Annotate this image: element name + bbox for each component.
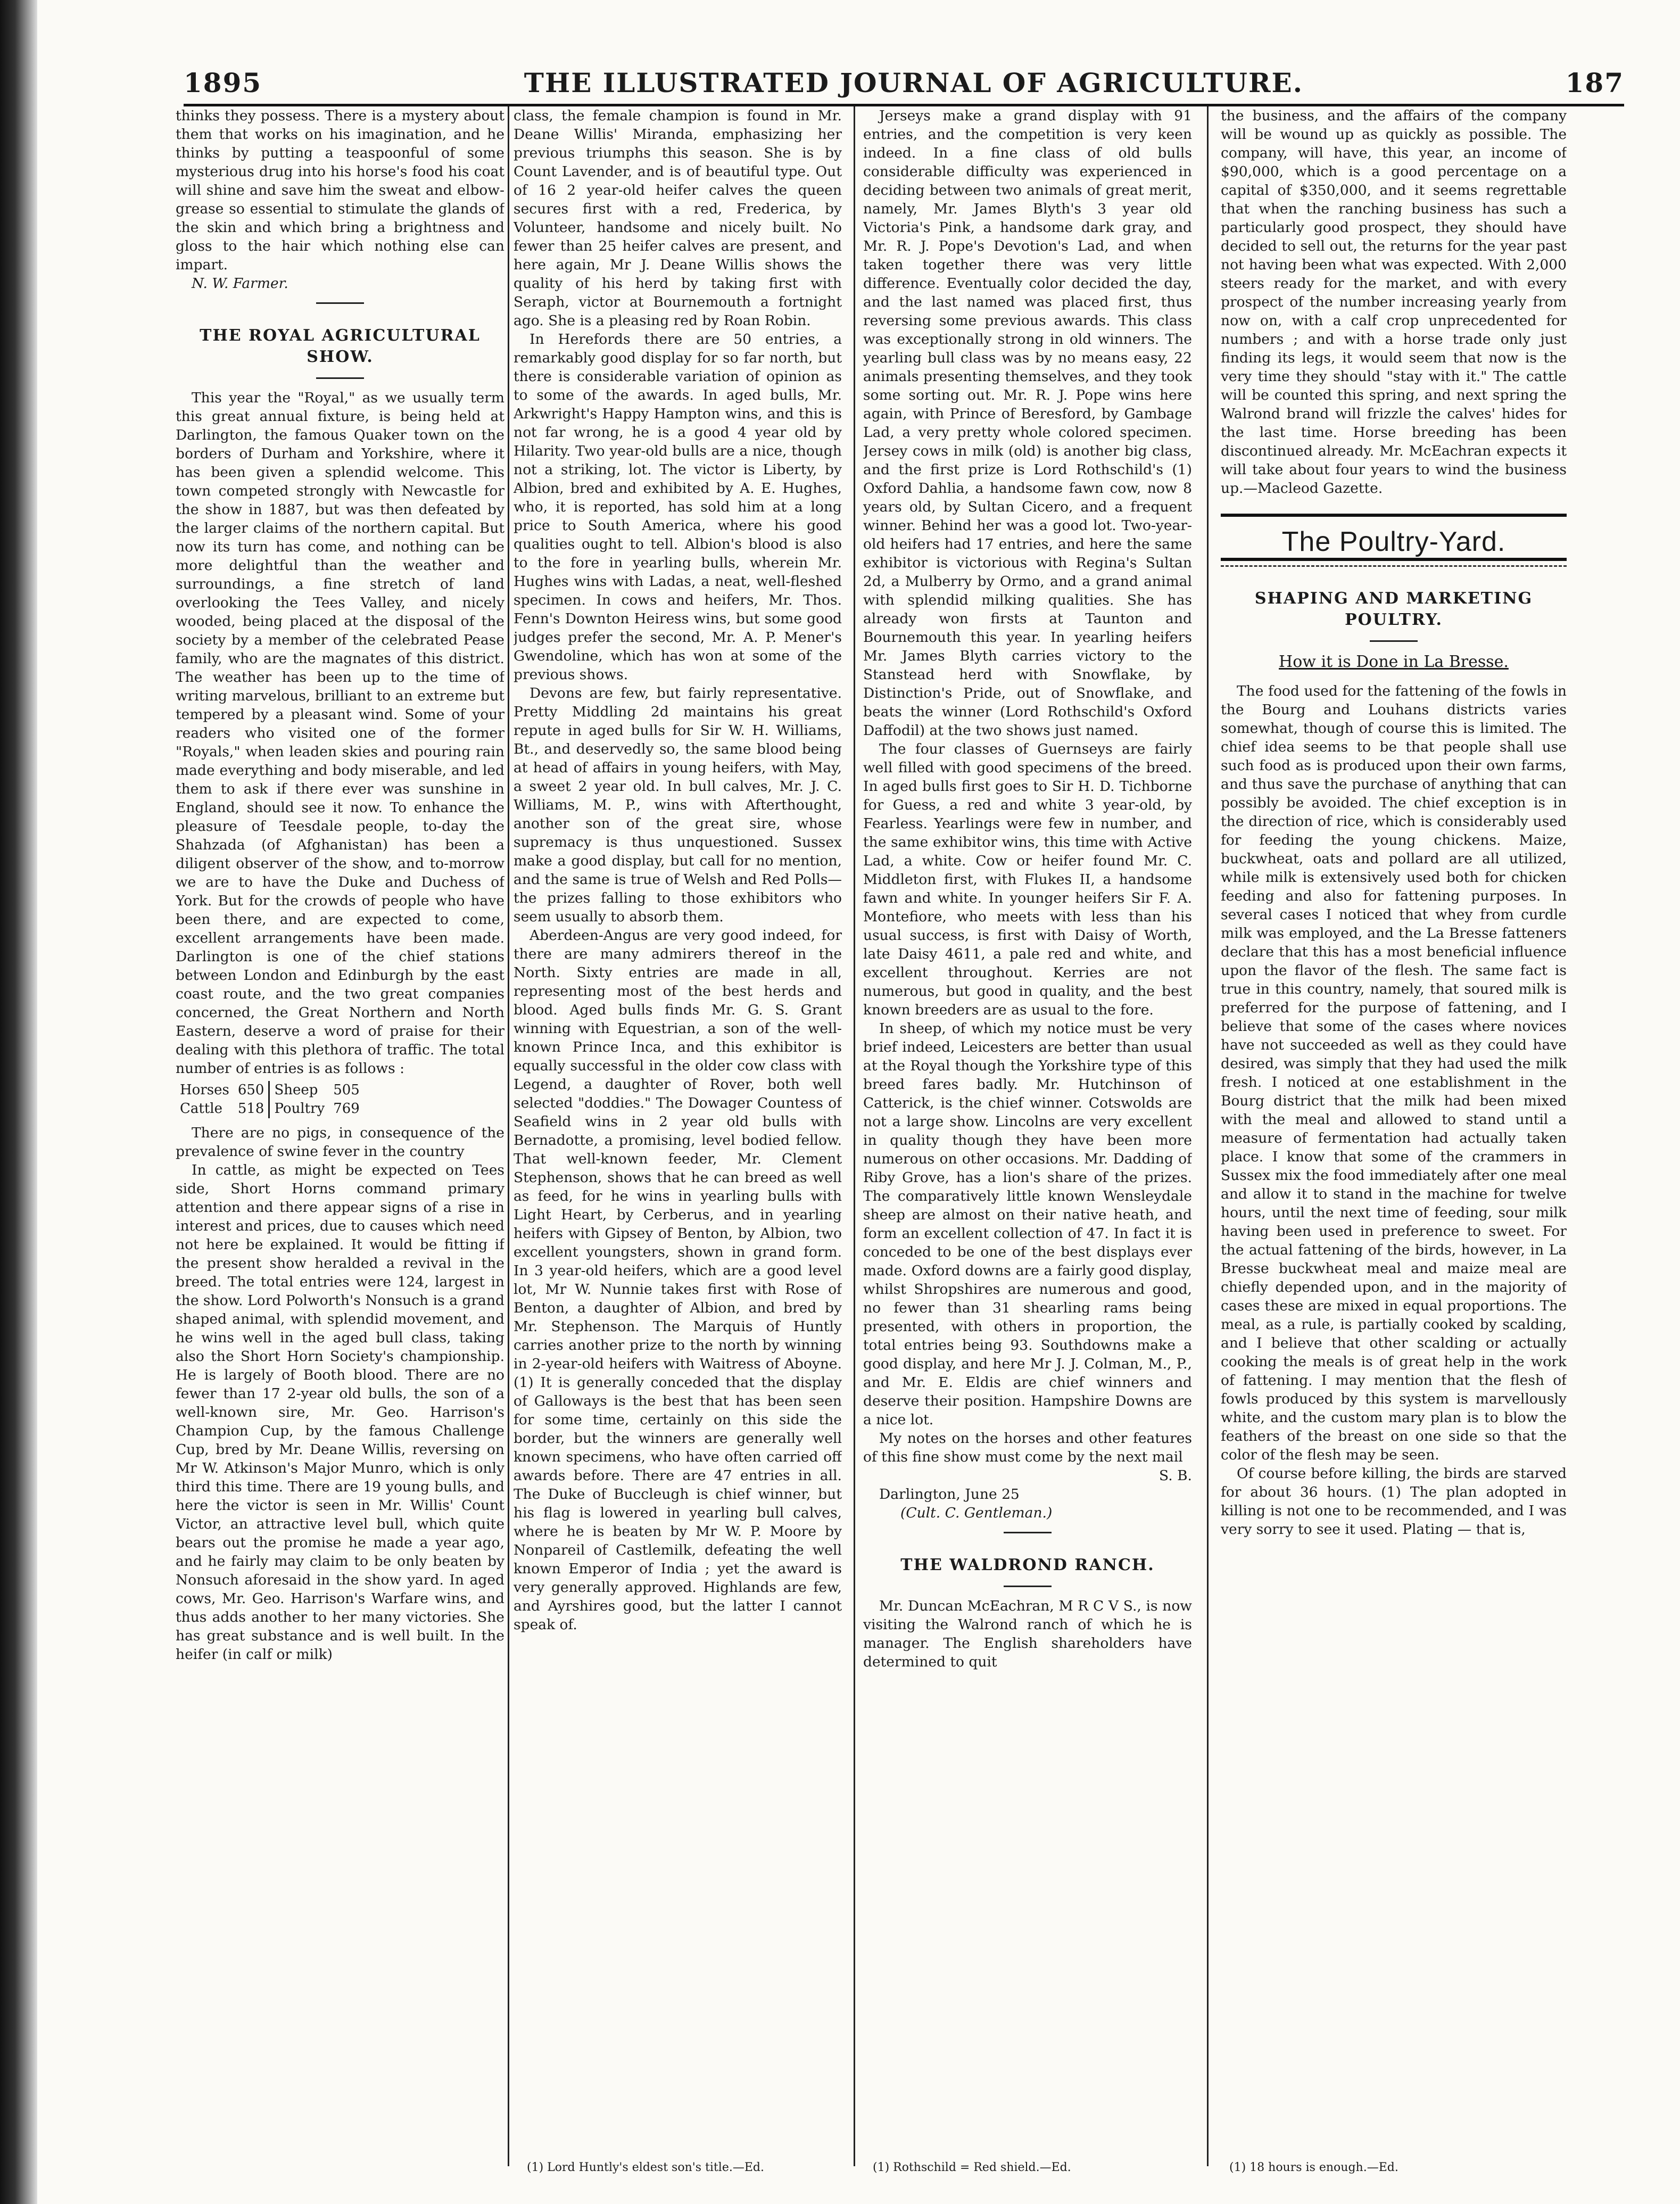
article-paragraph: Aberdeen-Angus are very good indeed, for there are many admirers thereof in the North. Sixty entries are made in all, representing most of the best herds and blood. Aged bulls finds Mr. G. S. Grant winning with Equestrian, a son of the well-known Prince Inca, and this exhibitor is equally successful in the older cow class with Legend, a daughter of Rover, both well selected "doddies." The Dowager Countess of Seafield wins in 2 year old bulls with Bernadotte, a promising, level bodied fellow. That well-known feeder, Mr. Clement Stephenson, shows that he can breed as well as feed, for he wins in yearling bulls with Light Heart, by Cerberus, and in yearling heifers with Gipsey of Benton, by Albion, two excellent youngsters, shown in grand form. In 3 year-old heifers, which are a good level lot, Mr W. Nunnie takes first with Rose of Benton, a daughter of Albion, and bred by Mr. Stephenson. The Marquis of Huntly carries another prize to the north by winning in 2-year-old heifers with Waitress of Aboyne. (1) It is generally conceded that the display of Galloways is the best that has been seen for some time, certainly on this side the border, but the winners are generally well known specimens, who have often carried off awards before. There are 47 entries in all. The Duke of Buccleugh is chief winner, but his flag is lowered in yearling bull calves, where he is beaten by Mr W. P. Moore by Nonpareil of Castlemilk, defeating the well known Emperor of India ; yet the award is very generally approved. Highlands are few, and Ayrshires good, but the latter I cannot speak of.: [514, 927, 842, 1633]
article-heading: THE ROYAL AGRICULTURAL SHOW.: [200, 326, 481, 366]
header-year: 1895: [184, 67, 262, 98]
table-cell: 769: [333, 1101, 360, 1117]
article-paragraph: My notes on the horses and other features of this fine show must come by the next mail: [863, 1430, 1192, 1465]
column-rule: [854, 106, 855, 2166]
table-cell: 650: [237, 1082, 264, 1098]
section-rule: [1221, 558, 1567, 561]
article-paragraph: In sheep, of which my notice must be very brief indeed, Leicesters are better than usual at the Royal though the Yorkshire type of this breed fares badly. Mr. Hutchinson of Catterick, is the chief winner. Cotswolds are not a large show. Lincolns are very excellent in quality though they have been more numerous on other occasions. Mr. Dadding of Riby Grove, has a lion's share of the prizes. The comparatively little known Wensleydale sheep are almost on their native heath, and form an excellent collection of 47. In fact it is conceded to be one of the best displays ever made. Oxford downs are a fairly good display, whilst Shropshires are numerous and good, no fewer than 31 shearling rams being presented, with others in proportion, the total entries being 93. Southdowns make a good display, and here Mr J. J. Colman, M., P., and Mr. E. Eldis are chief winners and deserve their position. Hampshire Downs are a nice lot.: [863, 1020, 1192, 1428]
column-rule: [1207, 106, 1209, 2166]
section-title: The Poultry-Yard.: [1281, 526, 1506, 557]
footnote: (1) 18 hours is enough.—Ed.: [1229, 2161, 1398, 2174]
article-source: N. W. Farmer.: [192, 275, 288, 292]
table-row: [176, 1081, 364, 1100]
article-paragraph: Of course before killing, the birds are starved for about 36 hours. (1) The plan adopted in killing is not one to be recommended, and I was very sorry to see it used. Plating — that is,: [1221, 1465, 1567, 1538]
footnote: (1) Lord Huntly's eldest son's title.—Ed.: [527, 2161, 764, 2174]
table-cell: Poultry: [269, 1100, 329, 1118]
divider: [1004, 1586, 1052, 1587]
divider: [1370, 640, 1418, 642]
article-paragraph: Mr. Duncan McEachran, M R C V S., is now visiting the Walrond ranch of which he is manager. The English shareholders have determined to quit: [863, 1598, 1192, 1670]
divider: [316, 302, 364, 304]
article-paragraph: In cattle, as might be expected on Tees side, Short Horns command primary attention and there appear signs of a rise in interest and prices, due to causes which need not here be explained. It would be fitting if the present show heralded a revival in the breed. The total entries were 124, largest in the show. Lord Polworth's Nonsuch is a grand shaped animal, with splendid movement, and he wins well in the aged bull class, taking also the Short Horn Society's championship. He is largely of Booth blood. There are no fewer than 17 2-year old bulls, the son of a well-known sire, Mr. Geo. Harrison's Champion Cup, by the famous Challenge Cup, bred by Mr. Deane Willis, reversing on Mr W. Atkinson's Major Munro, which is only third this time. There are 19 young bulls, and here the victor is seen in Mr. Willis' Count Victor, an attractive level bull, which quite bears out the promise he made a year ago, and he fairly may claim to be only beaten by Nonsuch aforesaid in the show yard. In aged cows, Mr. Geo. Harrison's Warfare wins, and thus adds another to her many victories. She has great substance and is well built. In the heifer (in calf or milk): [176, 1162, 504, 1663]
article-paragraph: the business, and the affairs of the company will be wound up as quickly as possible. The company, will have, this year, an income of $90,000, which is a good percentage on a capital of $350,000, and it seems regrettable that when the ranching business has such a particularly good prospect, they should have decided to sell out, the returns for the year past not having been what was expected. With 2,000 steers ready for the market, and with every prospect of the number increasing yearly from now on, with a calf crop unprecedented for numbers ; and with a horse trade only just finding its legs, it would seem that now is the very time they should "stay with it." The cattle will be counted this spring, and next spring the Walrond brand will frizzle the calves' hides for the last time. Horse breeding has been discontinued already. Mr. McEachran expects it will take about four years to wind the business up.—Macleod Gazette.: [1221, 108, 1567, 497]
table-row: [176, 1100, 364, 1118]
journal-title: THE ILLUSTRATED JOURNAL OF AGRICULTURE.: [524, 67, 1304, 98]
section-rule-dashed: [1221, 565, 1567, 567]
article-credit: (Cult. C. Gentleman.): [900, 1505, 1053, 1521]
article-paragraph: class, the female champion is found in Mr. Deane Willis' Miranda, emphasizing her previous triumphs this season. She is by Count Lavender, and is of beautiful type. Out of 16 2 year-old heifer calves the queen secures first with a red, Frederica, by Volunteer, handsome and nicely built. No fewer than 25 heifer calves are present, and here again, Mr J. Deane Willis shows the quality of his herd by taking first with Seraph, victor at Bournemouth a fortnight ago. She is a pleasing red by Roan Robin.: [514, 108, 842, 329]
article-paragraph: Devons are few, but fairly representative. Pretty Middling 2d maintains his great repute in aged bulls for Sir W. H. Williams, Bt., and deservedly so, the same blood being at head of affairs in young heifers, with May, a sweet 2 year old. In bull calves, Mr. J. C. Williams, M. P., wins with Afterthought, another son of the great sire, whose supremacy is thus unquestioned. Sussex make a good display, but call for no mention, and the same is true of Welsh and Red Polls—the prizes falling to those exhibitors who seem usually to absorb them.: [514, 685, 842, 925]
article-heading: THE WALDROND RANCH.: [900, 1556, 1155, 1574]
article-paragraph: Jerseys make a grand display with 91 entries, and the competition is very keen indeed. In a fine class of old bulls considerable difficulty was experienced in deciding between two animals of great merit, namely, Mr. James Blyth's 3 year old Victoria's Pink, a handsome dark gray, and Mr. R. J. Pope's Devotion's Lad, and when taken together there was very little difference. Eventually color decided the day, and the last named was placed first, thus reversing some previous awards. This class was exceptionally strong in old winners. The yearling bull class was by no means easy, 22 animals presenting themselves, and they took some sorting out. Mr. R. J. Pope wins here again, with Prince of Beresford, by Gambage Lad, a very pretty whole colored specimen. Jersey cows in milk (old) is another big class, and the first prize is Lord Rothschild's (1) Oxford Dahlia, a handsome fawn cow, now 8 years old, by Sultan Cicero, and a frequent winner. Behind her was a good lot. Two-year-old heifers had 17 entries, and here the same exhibitor is victorious with Regina's Sultan 2d, a Mulberry by Ormo, and a grand animal with splendid milking qualities. She has already won firsts at Taunton and Bournemouth this year. In yearling heifers Mr. James Blyth carries victory to the Stanstead herd with Snowflake, by Distinction's Pride, out of Snowflake, and beats the winner (Lord Rothschild's Oxford Daffodil) at the two shows just named.: [863, 108, 1192, 739]
article-subheading: How it is Done in La Bresse.: [1279, 653, 1509, 671]
table-cell: 505: [333, 1082, 360, 1098]
column-4: [1221, 106, 1567, 2166]
section-rule: [1221, 514, 1567, 517]
table-cell: 518: [237, 1101, 264, 1117]
page-number: 187: [1565, 67, 1624, 98]
divider: [1004, 1532, 1052, 1533]
article-paragraph: The four classes of Guernseys are fairly well filled with good specimens of the breed. In aged bulls first goes to Sir H. D. Tichborne for Guess, a red and white 3 year-old, by Fearless. Yearlings were few in number, and the same exhibitor wins, this time with Active Lad, a white. Cow or heifer found Mr. C. Middleton first, with Flukes II, a handsome fawn and white. In younger heifers Sir F. A. Montefiore, who meets with less than his usual success, is first with Daisy of Worth, late Daisy 4611, a pale red and white, and excellent throughout. Kerries are not numerous, but good in quality, and the best known breeders are as usual to the fore.: [863, 741, 1192, 1018]
table-cell: Cattle: [180, 1101, 222, 1117]
article-heading: SHAPING AND MARKETING POULTRY.: [1254, 589, 1533, 629]
author-initials: S. B.: [1159, 1467, 1192, 1484]
page-header: [184, 61, 1624, 106]
article-paragraph: In Herefords there are 50 entries, a remarkably good display for so far north, but there is considerable variation of opinion as to some of the awards. In aged bulls, Mr. Arkwright's Happy Hampton wins, and this is not far wrong, he is a good 4 year old by Hilarity. Two year-old bulls are a nice, though not a striking, lot. The victor is Liberty, by Albion, bred and exhibited by A. E. Hughes, who, it is reported, has sold him at a long price to South America, where his good qualities ought to tell. Albion's blood is also to the fore in yearling bulls, wherein Mr. Hughes wins with Ladas, a neat, well-fleshed specimen. In cows and heifers, Mr. Thos. Fenn's Downton Heiress wins, but some good judges prefer the second, Mr. A. P. Mener's Gwendoline, which has won at some of the previous shows.: [514, 331, 842, 683]
column-3: [863, 106, 1192, 2166]
divider: [316, 377, 364, 379]
page-binding-edge: [0, 0, 37, 2204]
footnote: (1) Rothschild = Red shield.—Ed.: [873, 2161, 1071, 2174]
article-paragraph: thinks they possess. There is a mystery about them that works on his imagination, and he thinks by putting a teaspoonful of some mysterious drug into his horse's food his coat will shine and save him the sweat and elbow-grease so essential to stimulate the glands of the skin and which bring a brightness and gloss to the hair which nothing else can impart.: [176, 108, 504, 273]
table-cell: Horses: [180, 1082, 229, 1098]
dateline: Darlington, June 25: [879, 1486, 1020, 1503]
article-paragraph: The food used for the fattening of the fowls in the Bourg and Louhans districts varies somewhat, though of course this is limited. The chief idea seems to be that people shall use such food as is produced upon their own farms, and thus save the purchase of anything that can possibly be avoided. The chief exception is in the direction of rice, which is considerably used for feeding the young chickens. Maize, buckwheat, oats and pollard are all utilized, while milk is extensively used both for chicken feeding and also for fattening purposes. In several cases I noticed that whey from curdle milk was employed, and the La Bresse fatteners declare that this has a most beneficial influence upon the flavor of the flesh. The same fact is true in this country, namely, that soured milk is preferred for the purpose of fattening, and I believe that some of the cases where novices have not succeeded as well as they could have desired, was simply that they had used the milk fresh. I noticed at one establishment in the Bourg district that the milk had been mixed with the meal and allowed to stand until a measure of fermentation had actually taken place. I know that some of the crammers in Sussex mix the food immediately after one meal and allow it to stand in the machine for twelve hours, until the next time of feeding, sour milk having been used in preference to sweet. For the actual fattening of the birds, however, in La Bresse buckwheat meal and maize meal are chiefly depended upon, and in the majority of cases these are mixed in equal proportions. The meal, as a rule, is partially cooked by scalding, and I believe that other scalding or actually cooking the meals is of great help in the work of fattening. I may mention that the flesh of fowls produced by this system is marvellously white, and the custom mary plan is to blow the feathers of the breast on one side so that the color of the flesh may be seen.: [1221, 683, 1567, 1463]
entries-table: [176, 1081, 364, 1118]
column-rule: [508, 106, 509, 2166]
column-2: [514, 106, 842, 2166]
article-paragraph: This year the "Royal," as we usually term this great annual fixture, is being held at Darlington, the famous Quaker town on the borders of Durham and Yorkshire, where it has been given a splendid welcome. This town competed strongly with Newcastle for the show in 1887, but was then defeated by the larger claims of the northern capital. But now its turn has come, and nothing can be more delightful than the weather and surroundings, a fine stretch of land overlooking the Tees Valley, and nicely wooded, being placed at the disposal of the society by a member of the celebrated Pease family, who are the magnates of this district. The weather has been up to the time of writing marvelous, brilliant to an extreme but tempered by a pleasant wind. Some of your readers who visited one of the former "Royals," when leaden skies and pouring rain made everything and body miserable, and led them to ask if there ever was sunshine in England, should see it now. To enhance the pleasure of Teesdale people, to-day the Shahzada (of Afghanistan) has been a diligent observer of the show, and to-morrow we are to have the Duke and Duchess of York. But for the crowds of people who have been there, and are expected to come, excellent arrangements have been made. Darlington is one of the chief stations between London and Edinburgh by the east coast route, and the two great companies concerned, the Great Northern and North Eastern, deserve a word of praise for their dealing with this plethora of traffic. The total number of entries is as follows :: [176, 390, 504, 1077]
column-1: [176, 106, 504, 2166]
article-paragraph: There are no pigs, in consequence of the prevalence of swine fever in the country: [176, 1125, 504, 1160]
table-cell: Sheep: [269, 1081, 329, 1100]
